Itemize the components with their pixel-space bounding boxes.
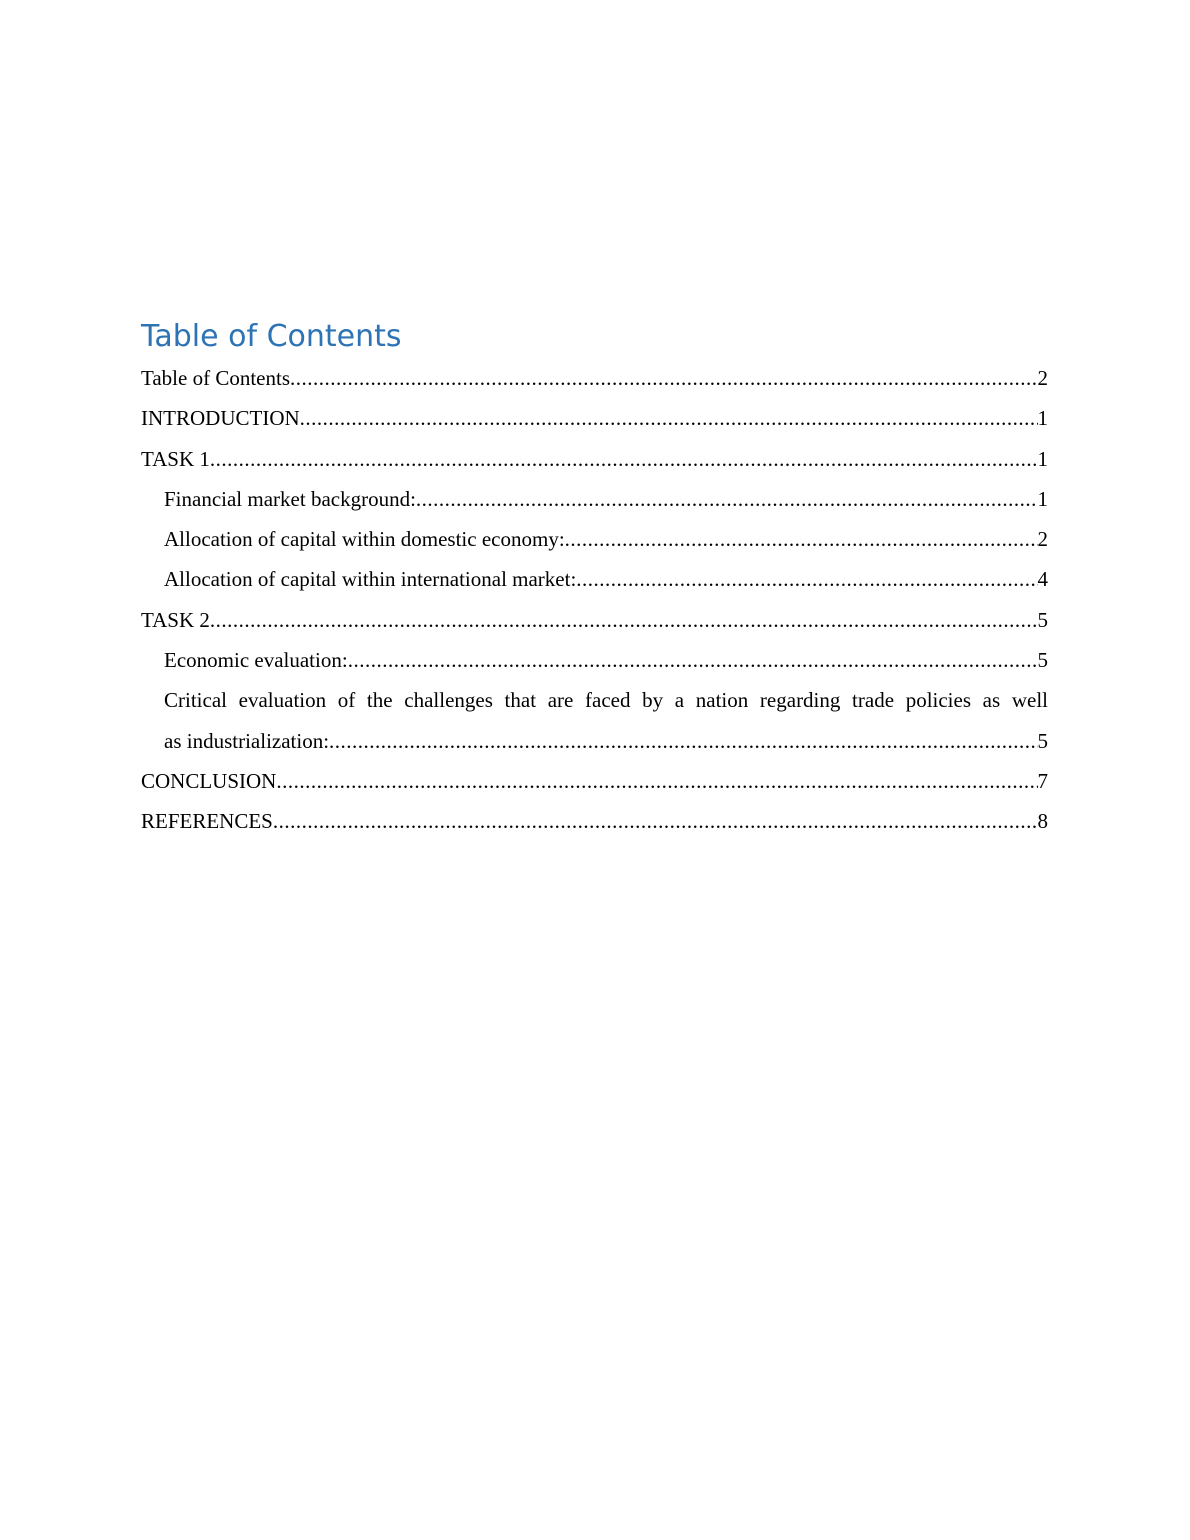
toc-entry-page: 1: [1037, 486, 1048, 511]
toc-entry-page: 5: [1037, 648, 1048, 673]
toc-leader-dots: [416, 479, 1038, 519]
toc-entry-label: TASK 2: [141, 607, 210, 632]
toc-entry-label: Allocation of capital within international market:: [164, 567, 577, 592]
toc-heading: Table of Contents: [141, 319, 402, 354]
toc-entry-task-2[interactable]: [141, 600, 1048, 640]
toc-entry-table-of-contents[interactable]: [141, 358, 1048, 398]
toc-entry-economic-evaluation[interactable]: [141, 640, 1048, 680]
toc-entry-label: as industrialization:: [164, 728, 330, 753]
toc-entry-label: Economic evaluation:: [164, 648, 348, 673]
toc-entry-references[interactable]: [141, 801, 1048, 841]
toc-entry-allocation-domestic[interactable]: [141, 519, 1048, 559]
toc-entry-page: 1: [1037, 446, 1048, 471]
toc-entry-page: 2: [1037, 527, 1048, 552]
toc-entry-page: 2: [1037, 366, 1048, 390]
toc-entry-label: Critical evaluation of the challenges that are faced by a nation regarding trade policies as well: [164, 688, 1048, 713]
toc-leader-dots: [565, 519, 1038, 559]
toc-entry-allocation-international[interactable]: [141, 559, 1048, 599]
toc-entry-task-1[interactable]: [141, 439, 1048, 479]
toc-entry-label: Table of Contents: [141, 366, 290, 390]
toc-entry-financial-market-background[interactable]: [141, 479, 1048, 519]
toc-leader-dots: [210, 439, 1038, 479]
toc-entry-conclusion[interactable]: [141, 761, 1048, 801]
toc-leader-dots: [273, 801, 1038, 841]
toc-entry-page: 5: [1037, 607, 1048, 632]
toc-entry-critical-evaluation-line-2[interactable]: [141, 721, 1048, 761]
toc-entry-page: 7: [1037, 768, 1048, 793]
toc-leader-dots: [276, 761, 1037, 801]
toc-entry-page: 8: [1037, 809, 1048, 834]
toc-entry-page: 5: [1037, 728, 1048, 753]
toc-leader-dots: [576, 559, 1037, 599]
toc-leader-dots: [329, 721, 1037, 761]
toc-entry-label: Financial market background:: [164, 486, 416, 511]
toc-leader-dots: [348, 640, 1038, 680]
toc-entry-page: 1: [1037, 406, 1048, 431]
toc-entry-label: Allocation of capital within domestic economy:: [164, 527, 565, 552]
table-of-contents: [141, 318, 1048, 842]
toc-entry-label: REFERENCES: [141, 809, 273, 834]
toc-entry-introduction[interactable]: [141, 398, 1048, 438]
toc-list: [141, 358, 1048, 842]
toc-leader-dots: [290, 358, 1038, 398]
toc-entry-page: 4: [1037, 567, 1048, 592]
toc-leader-dots: [300, 398, 1038, 438]
toc-entry-label: INTRODUCTION: [141, 406, 300, 431]
toc-leader-dots: [210, 600, 1038, 640]
toc-entry-label: CONCLUSION: [141, 768, 277, 793]
toc-entry-critical-evaluation-line-1[interactable]: [141, 680, 1048, 720]
toc-entry-label: TASK 1: [141, 446, 210, 471]
